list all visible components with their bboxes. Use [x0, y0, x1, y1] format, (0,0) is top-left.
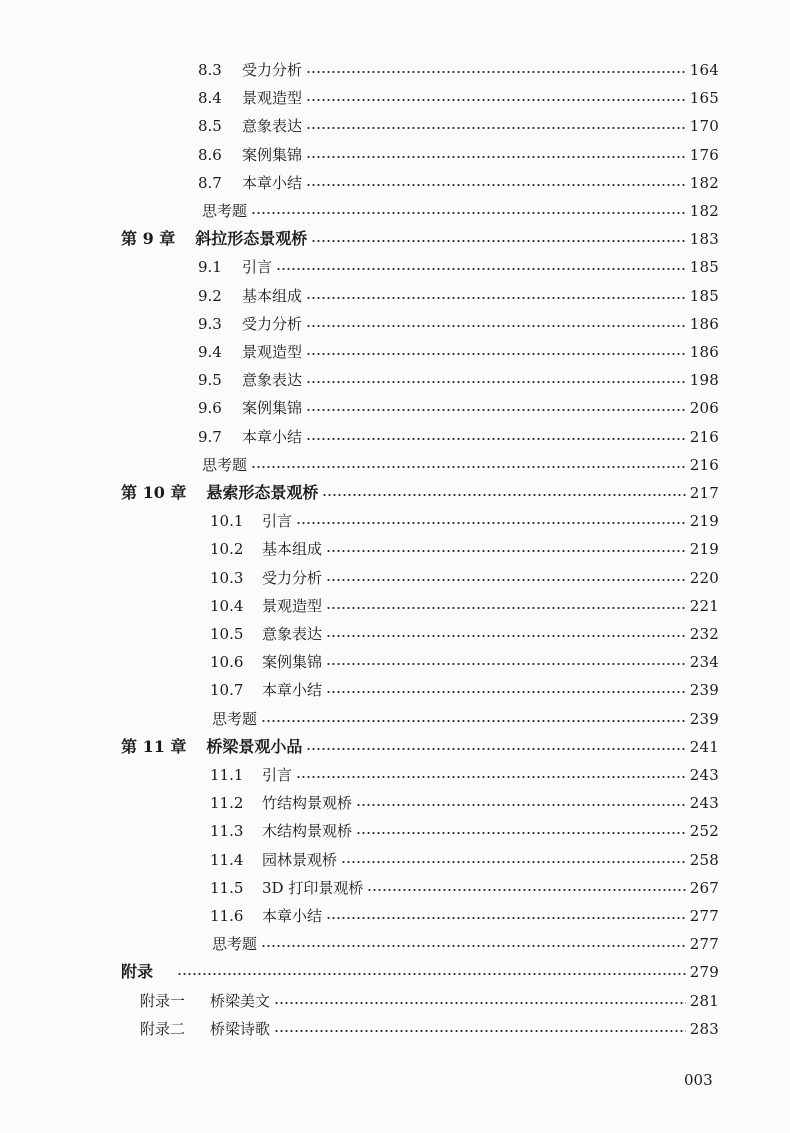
- entry-page-number: 176: [689, 145, 719, 164]
- dot-leader: [326, 691, 686, 693]
- entry-title: 引言: [262, 766, 293, 784]
- toc-entry: [198, 142, 719, 168]
- toc-entry: [210, 818, 719, 844]
- entry-title: 木结构景观桥: [262, 822, 353, 841]
- entry-title: 园林景观桥: [262, 850, 338, 869]
- entry-title: 基本组成: [262, 540, 323, 559]
- section-number: 9.6: [198, 399, 222, 418]
- entry-page-number: 186: [689, 343, 719, 361]
- dot-leader: [306, 127, 686, 129]
- dot-leader: [274, 1030, 686, 1032]
- toc-entry: [210, 565, 719, 591]
- entry-title: 思考题: [212, 709, 258, 728]
- entry-page-number: 216: [689, 427, 719, 446]
- toc-entry: [210, 875, 719, 901]
- toc-entry: [198, 367, 719, 393]
- dot-leader: [251, 212, 686, 214]
- chapter-number: 附录: [121, 962, 154, 982]
- entry-title: 思考题: [202, 455, 248, 474]
- chapter-number: 第 10 章: [121, 483, 187, 502]
- section-number: 10.4: [210, 596, 244, 615]
- entry-title: 案例集锦: [262, 653, 323, 672]
- entry-title: 竹结构景观桥: [262, 794, 353, 813]
- section-number: 10.6: [210, 653, 244, 672]
- entry-page-number: 252: [689, 822, 719, 841]
- entry-title: 意象表达: [242, 371, 303, 390]
- entry-title: 斜拉形态景观桥: [195, 229, 308, 249]
- dot-leader: [326, 917, 686, 919]
- entry-page-number: 185: [689, 286, 719, 305]
- section-number: 9.7: [198, 427, 222, 446]
- entry-page-number: 206: [689, 399, 719, 418]
- toc-entry: [140, 1016, 719, 1042]
- entry-title: 案例集锦: [242, 145, 303, 164]
- entry-page-number: 258: [689, 850, 719, 869]
- section-number: 附录一: [140, 991, 186, 1010]
- dot-leader: [306, 99, 686, 101]
- dot-leader: [367, 889, 685, 891]
- dot-leader: [306, 438, 686, 440]
- section-number: 11.2: [210, 794, 244, 813]
- toc-entry: [140, 988, 719, 1014]
- entry-page-number: 243: [689, 766, 719, 784]
- entry-page-number: 267: [689, 878, 719, 897]
- dot-leader: [306, 297, 686, 299]
- section-number: 9.4: [198, 343, 222, 361]
- dot-leader: [261, 945, 686, 947]
- toc-entry: [210, 593, 719, 619]
- toc-entry: [198, 395, 719, 421]
- entry-page-number: 183: [689, 230, 719, 249]
- entry-page-number: 219: [689, 512, 719, 531]
- page-number: 003: [684, 1071, 713, 1089]
- entry-page-number: 220: [689, 568, 719, 587]
- toc-entry: [212, 706, 719, 732]
- section-number: 8.5: [198, 117, 222, 136]
- toc-entry: [210, 649, 719, 675]
- toc-entry: [198, 57, 719, 83]
- entry-title: 桥梁诗歌: [210, 1019, 271, 1038]
- entry-page-number: 216: [689, 455, 719, 474]
- toc-entry: [198, 424, 719, 450]
- dot-leader: [326, 635, 686, 637]
- section-number: 11.5: [210, 878, 244, 897]
- entry-title: 本章小结: [262, 681, 323, 700]
- toc-entry: [198, 311, 719, 337]
- entry-title: 桥梁景观小品: [206, 736, 303, 756]
- toc-entry: [210, 790, 719, 816]
- toc-entry: [210, 621, 719, 647]
- toc-entry: [198, 85, 719, 111]
- section-number: 10.2: [210, 540, 244, 559]
- entry-title: 景观造型: [242, 343, 303, 361]
- entry-page-number: 281: [689, 991, 719, 1010]
- dot-leader: [356, 832, 686, 834]
- entry-title: 景观造型: [242, 89, 303, 108]
- dot-leader: [306, 409, 686, 411]
- dot-leader: [306, 156, 686, 158]
- toc-entry: [212, 931, 719, 957]
- dot-leader: [326, 579, 686, 581]
- chapter-number: 第 11 章: [121, 736, 187, 756]
- entry-title: 受力分析: [242, 314, 303, 333]
- toc-entry: [198, 113, 719, 139]
- dot-leader: [276, 268, 686, 270]
- toc-entry: [210, 903, 719, 929]
- dot-leader: [296, 522, 686, 524]
- toc-entry: [121, 480, 719, 506]
- entry-page-number: 165: [689, 89, 719, 108]
- toc-entry: [121, 226, 719, 252]
- section-number: 9.1: [198, 258, 222, 277]
- toc-entry: [210, 847, 719, 873]
- entry-title: 3D 打印景观桥: [262, 878, 364, 897]
- entry-title: 本章小结: [242, 173, 303, 192]
- entry-page-number: 186: [689, 314, 719, 333]
- entry-page-number: 283: [689, 1019, 719, 1038]
- entry-page-number: 277: [689, 935, 719, 954]
- toc-entry: [121, 959, 719, 985]
- toc-entry: [210, 677, 719, 703]
- section-number: 10.3: [210, 568, 244, 587]
- toc-entry: [198, 170, 719, 196]
- entry-title: 受力分析: [262, 568, 323, 587]
- entry-page-number: 277: [689, 907, 719, 925]
- dot-leader: [356, 804, 686, 806]
- entry-page-number: 170: [689, 117, 719, 136]
- entry-page-number: 219: [689, 540, 719, 559]
- entry-page-number: 243: [689, 794, 719, 813]
- section-number: 8.4: [198, 89, 222, 108]
- entry-page-number: 234: [689, 653, 719, 672]
- entry-page-number: 279: [689, 963, 719, 982]
- entry-title: 本章小结: [262, 907, 323, 925]
- dot-leader: [311, 240, 685, 242]
- section-number: 11.6: [210, 907, 244, 925]
- entry-title: 思考题: [212, 935, 258, 954]
- toc-entry: [202, 452, 719, 478]
- dot-leader: [306, 353, 686, 355]
- section-number: 9.5: [198, 371, 222, 390]
- toc-entry: [198, 339, 719, 365]
- entry-page-number: 164: [689, 61, 719, 79]
- entry-page-number: 182: [689, 202, 719, 220]
- toc-entry: [210, 536, 719, 562]
- entry-title: 景观造型: [262, 596, 323, 615]
- toc-entry: [198, 254, 719, 280]
- dot-leader: [322, 494, 685, 496]
- dot-leader: [326, 607, 686, 609]
- dot-leader: [177, 973, 686, 975]
- section-number: 11.1: [210, 766, 244, 784]
- section-number: 8.3: [198, 61, 222, 79]
- toc-entry: [198, 283, 719, 309]
- toc-entry: [210, 508, 719, 534]
- entry-title: 本章小结: [242, 427, 303, 446]
- entry-title: 引言: [262, 512, 293, 531]
- dot-leader: [251, 466, 686, 468]
- section-number: 9.2: [198, 286, 222, 305]
- section-number: 8.6: [198, 145, 222, 164]
- entry-page-number: 198: [689, 371, 719, 390]
- section-number: 10.7: [210, 681, 244, 700]
- dot-leader: [296, 776, 686, 778]
- chapter-number: 第 9 章: [121, 229, 176, 249]
- entry-title: 受力分析: [242, 61, 303, 79]
- section-number: 11.3: [210, 822, 244, 841]
- section-number: 10.5: [210, 625, 244, 643]
- dot-leader: [306, 381, 686, 383]
- entry-title: 桥梁美文: [210, 991, 271, 1010]
- section-number: 8.7: [198, 173, 222, 192]
- dot-leader: [341, 861, 686, 863]
- entry-title: 意象表达: [242, 117, 303, 136]
- entry-title: 案例集锦: [242, 399, 303, 418]
- entry-title: 悬索形态景观桥: [206, 483, 319, 502]
- dot-leader: [306, 325, 686, 327]
- dot-leader: [326, 663, 686, 665]
- section-number: 11.4: [210, 850, 244, 869]
- section-number: 9.3: [198, 314, 222, 333]
- entry-title: 意象表达: [262, 625, 323, 643]
- entry-title: 思考题: [202, 202, 248, 220]
- toc-entry: [202, 198, 719, 224]
- entry-page-number: 182: [689, 173, 719, 192]
- entry-page-number: 239: [689, 681, 719, 700]
- entry-page-number: 241: [689, 737, 719, 756]
- entry-page-number: 239: [689, 709, 719, 728]
- section-number: 10.1: [210, 512, 244, 531]
- dot-leader: [274, 1002, 686, 1004]
- dot-leader: [306, 748, 685, 750]
- entry-page-number: 185: [689, 258, 719, 277]
- entry-page-number: 232: [689, 625, 719, 643]
- entry-page-number: 217: [689, 484, 719, 502]
- toc-entry: [121, 734, 719, 760]
- dot-leader: [326, 550, 686, 552]
- toc-entry: [210, 762, 719, 788]
- entry-title: 引言: [242, 258, 273, 277]
- dot-leader: [261, 720, 686, 722]
- section-number: 附录二: [140, 1019, 186, 1038]
- dot-leader: [306, 184, 686, 186]
- dot-leader: [306, 71, 686, 73]
- entry-page-number: 221: [689, 596, 719, 615]
- entry-title: 基本组成: [242, 286, 303, 305]
